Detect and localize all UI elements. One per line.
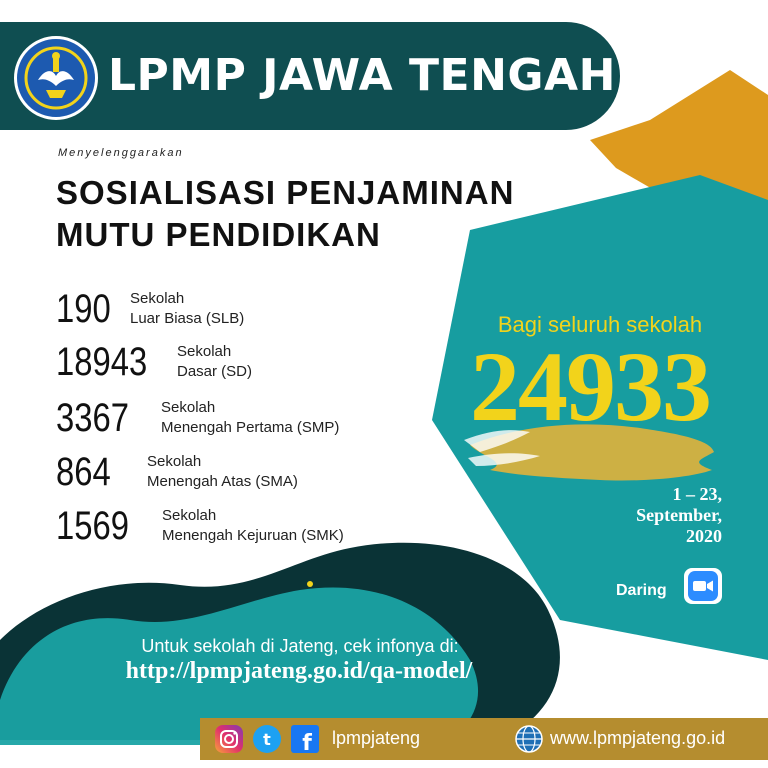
main-title	[56, 172, 514, 256]
date-line-2: September,	[636, 505, 722, 525]
stat-label-line-1: Sekolah	[130, 290, 185, 307]
stat-number: 3367	[56, 396, 129, 440]
stat-number: 18943	[56, 340, 148, 384]
website-link[interactable]: www.lpmpjateng.go.id	[550, 728, 726, 748]
info-cta: Untuk sekolah di Jateng, cek infonya di:	[141, 636, 459, 656]
date-line-1: 1 – 23,	[672, 484, 722, 504]
stat-label-line-1: Sekolah	[162, 507, 217, 524]
instagram-icon[interactable]	[214, 724, 244, 754]
stat-row-sma	[56, 450, 298, 494]
stat-row-smk	[56, 504, 344, 548]
info-url-link[interactable]: http://lpmpjateng.go.id/qa-model/	[125, 658, 473, 684]
stat-label-line-2: Menengah Kejuruan (SMK)	[162, 527, 344, 544]
stat-label-line-2: Menengah Pertama (SMP)	[161, 419, 340, 436]
stat-number: 1569	[56, 504, 129, 548]
kicker-text: Menyelenggarakan	[58, 147, 184, 159]
event-dates	[560, 484, 722, 547]
main-title-line-2: MUTU PENDIDIKAN	[56, 216, 381, 253]
header-title: LPMP JAWA TENGAH	[108, 50, 616, 101]
zoom-video-icon	[684, 568, 722, 604]
total-schools-number: 24933	[470, 331, 710, 442]
highlight-caption: Bagi seluruh sekolah	[497, 312, 703, 337]
globe-icon	[514, 724, 544, 754]
stat-row-slb	[56, 287, 244, 331]
stat-label-line-1: Sekolah	[161, 399, 216, 416]
stat-label	[177, 340, 252, 382]
tut-wuri-handayani-logo-icon	[14, 36, 98, 120]
svg-text:f: f	[302, 731, 312, 754]
date-line-3: 2020	[686, 526, 722, 546]
dark-blob-dot	[307, 581, 313, 587]
main-title-line-1: SOSIALISASI PENJAMINAN	[56, 174, 515, 211]
event-mode: Daring	[616, 582, 667, 599]
stat-number: 190	[56, 287, 111, 331]
facebook-icon[interactable]	[290, 724, 320, 754]
svg-text:t: t	[263, 730, 271, 749]
stat-row-sd	[56, 340, 252, 384]
stat-label	[130, 287, 244, 329]
stat-label-line-2: Luar Biasa (SLB)	[130, 310, 245, 327]
stat-label-line-1: Sekolah	[147, 453, 202, 470]
social-handle[interactable]: lpmpjateng	[332, 728, 421, 748]
twitter-icon[interactable]	[252, 724, 282, 754]
stat-label-line-2: Dasar (SD)	[177, 363, 253, 380]
stat-number: 864	[56, 450, 111, 494]
stat-row-smp	[56, 396, 339, 440]
stat-label	[147, 450, 298, 492]
stat-label	[161, 396, 339, 438]
stat-label-line-2: Menengah Atas (SMA)	[147, 473, 298, 490]
stat-label	[162, 504, 344, 546]
stat-label-line-1: Sekolah	[177, 343, 232, 360]
